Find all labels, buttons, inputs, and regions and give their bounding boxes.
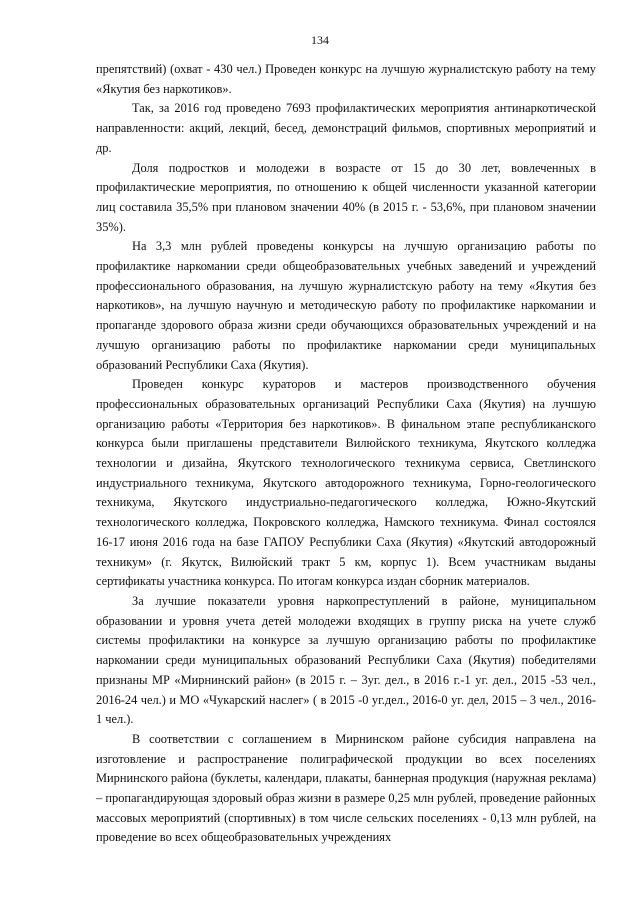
paragraph: На 3,3 млн рублей проведены конкурсы на лучшую организацию работы по профилактике наркомании среди общеобразовательных учебных заведений и учреждений профессионального образования, на лучшую журналистскую работу на тему «Якутия без наркотиков», на лучшую научную и методическую работу по профилактике наркомании и пропаганде здорового образа жизни среди обучающихся образовательных учреждений и на лучшую организацию работы по профилактике наркомании среди муниципальных образований Республики Саха (Якутия). bbox=[96, 239, 596, 372]
document-body bbox=[96, 60, 596, 848]
paragraph: За лучшие показатели уровня наркопреступлений в районе, муниципальном образовании и уровня учета детей молодежи входящих в группу риска на учете служб системы профилактики на конкурсе за лучшую организацию работы по профилактике наркомании среди муниципальных образований Республики Саха (Якутия) победителями признаны МР «Мирнинский район» (в 2015 г. – 3уг. дел., в 2016 г.-1 уг. дел., 2015 -53 чел., 2016-24 чел.) и МО «Чукарский наслег» ( в 2015 -0 уг.дел., 2016-0 уг. дел, 2015 – 3 чел., 2016- 1 чел.). bbox=[96, 593, 596, 727]
paragraph: Так, за 2016 год проведено 7693 профилактических мероприятия антинаркотической направленности: акций, лекций, бесед, демонстраций фильмов, спортивных мероприятий и др. bbox=[96, 101, 596, 155]
page-number: 134 bbox=[311, 33, 329, 47]
paragraph: Доля подростков и молодежи в возрасте от 15 до 30 лет, вовлеченных в профилактические мероприятия, по отношению к общей численности указанной категории лиц составила 35,5% при плановом значении 40% (в 2015 г. - 53,6%, при плановом значении 35%). bbox=[96, 160, 596, 234]
paragraph: Проведен конкурс кураторов и мастеров производственного обучения профессиональных образовательных организаций Республики Саха (Якутия) на лучшую организацию работы «Территория без наркотиков». В финальном этапе республиканского конкурса были приглашены представители Вилюйского техникума, Якутского колледжа технологии и дизайна, Якутского технологического техникума сервиса, Светлинского индустриального техникума, Якутского автодорожного техникума, Горно-геологического техникума, Якутского индустриально-педагогического колледжа, Южно-Якутский технологического колледжа, Покровского колледжа, Намского техникума. Финал состоялся 16-17 июня 2016 года на базе ГАПОУ Республики Саха (Якутия) «Якутский автодорожный техникум» (г. Якутск, Вилюйский тракт 5 км, корпус 1). Всем участникам выданы сертификаты участника конкурса. По итогам конкурса издан сборник материалов. bbox=[96, 377, 596, 589]
paragraph: препятствий) (охват - 430 чел.) Проведен конкурс на лучшую журналистскую работу на тему «Якутия без наркотиков». bbox=[96, 62, 596, 96]
paragraph: В соответствии с соглашением в Мирнинском районе субсидия направлена на изготовление и распространение полиграфической продукции во всех поселениях Мирнинского района (буклеты, календари, плакаты, баннерная продукция (наружная реклама) – пропагандирующая здоровый образ жизни в размере 0,25 млн рублей, проведение районных массовых мероприятий (спортивных) в том числе сельских поселениях - 0,13 млн рублей, на проведение во всех общеобразовательных учреждениях bbox=[96, 731, 596, 845]
